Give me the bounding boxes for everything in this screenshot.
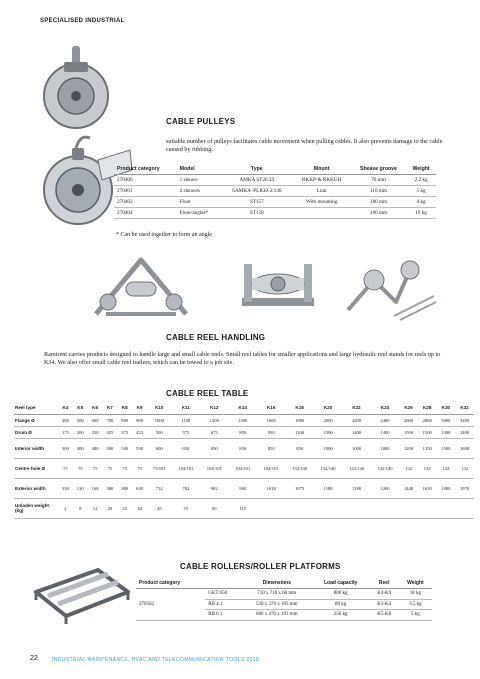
table-cell: 500 [102,438,117,458]
table-cell: 2800 [418,414,437,426]
table-cell [314,498,342,518]
column-header: K16 [257,402,285,414]
column-header: K28 [418,402,437,414]
table-cell: 1000 [147,414,172,426]
table-cell: 180 mm [351,208,406,219]
table-cell: 104/101 [257,458,285,478]
table-cell: 712 [147,478,172,498]
table-cell: 75/101 [147,458,172,478]
table-cell: 330 [58,478,73,498]
table-row [114,186,436,197]
table-cell: 325 [102,426,117,438]
column-header: K30 [437,402,456,414]
table-cell: 75 [117,458,132,478]
table-cell: 104/101 [229,458,257,478]
table-cell: 380 [102,478,117,498]
table-cell: 4 kg [406,197,436,208]
table-cell: 270400 [114,175,177,186]
table-cell: 1500 [437,438,456,458]
table-cell: 132/140 [314,458,342,478]
table-cell: K5-K8 [370,610,399,621]
row-header: Flange Ø [14,414,58,426]
table-cell [437,498,456,518]
table-cell: 1075 [285,478,313,498]
table-cell: 500 [147,426,172,438]
table-cell: 400 [88,438,103,458]
table-cell: 950 [257,426,285,438]
column-header: K12 [200,402,228,414]
column-header: Product category [136,578,205,589]
table-cell: 762 [172,478,200,498]
table-cell: 3,5 kg [399,599,432,610]
table-cell: K3-K4 [370,599,399,610]
table-cell: 3000 [437,414,456,426]
table-cell: 300 [58,438,73,458]
cable-pulleys-title: CABLE PULLEYS [166,117,236,126]
table-cell: 850 [200,438,228,458]
table-cell: 90 [200,498,228,518]
table-cell: 1188 [314,478,342,498]
table-cell: SAMKA /PLR30-2/130 [221,186,292,197]
table-cell: 270402 [114,197,177,208]
cable-reel-table [14,402,474,519]
table-cell: 270401 [114,186,177,197]
table-cell: 55 [172,498,200,518]
column-header: Weight [399,578,432,589]
table-cell: 1400 [371,426,399,438]
column-header [205,578,242,589]
table-cell: 850 [229,438,257,458]
table-cell: 1300 [437,426,456,438]
column-header: Reel type [14,402,58,414]
table-cell [455,498,474,518]
cable-reel-table-title: CABLE REEL TABLE [166,389,249,398]
table-cell: K4-K9 [370,589,399,600]
table-cell: 575 [172,426,200,438]
table-cell: 800 [117,414,132,426]
table-cell: ST157 [221,197,292,208]
table-cell: 130 [73,478,88,498]
table-cell: 18 kg [399,589,432,600]
table-cell: 1600 [455,438,474,458]
column-header: K18 [285,402,313,414]
column-header: Reel [370,578,399,589]
table-cell: 800 [229,426,257,438]
table-cell: 270404 [114,208,177,219]
table-cell [257,498,285,518]
table-cell: 1448 [399,478,418,498]
table-cell: 45 [147,498,172,518]
table-cell: 1000 [342,438,370,458]
table-cell: 1200 [371,478,399,498]
column-header: Sheave groove [351,164,406,175]
table-row [14,498,474,518]
table-cell: 630 [132,478,147,498]
table-cell: 400 [58,414,73,426]
table-cell: 1000 [371,438,399,458]
table-header-row [136,578,432,589]
table-cell: 250 kg [312,610,370,621]
table-cell: 250 [88,426,103,438]
table-cell: 132 [437,458,456,478]
floor-pulley-photo [86,252,196,324]
section-header-label: SPECIALISED INDUSTRIAL [40,18,125,24]
pulleys-footnote: * Can be used together to form an angle [116,232,212,238]
table-cell: 115 [229,498,257,518]
table-cell: 2400 [371,414,399,426]
table-cell [285,498,313,518]
table-cell: 76 mm [351,175,406,186]
column-header: Mount [292,164,350,175]
table-cell: 132/140 [342,458,370,478]
table-cell-category: 270502 [136,589,205,621]
cable-reel-handling-description: Ramirent carries products designed to handle large and small cable reels. Small reel tables for smaller applications and large hydraulic reel stands for reels up to K34. We also offer small cable reel trailers, which can be towed to a job site. [44,351,441,366]
table-cell: 200 [73,426,88,438]
table-cell: AMKA ST26.33 [221,175,292,186]
table-cell: 1018 [257,478,285,498]
table-cell: 530 x 370 x 103 mm [242,599,312,610]
table-cell: 132/140 [285,458,313,478]
table-cell: 75 [58,458,73,478]
column-header: K20 [314,402,342,414]
table-cell: 80 kg [312,599,370,610]
table-cell: 380 [117,478,132,498]
table-cell: 982 [200,478,228,498]
footer-text: INDUSTRIAL MAINTENANCE, HVAC AND TELECOMMUNICATION TOOLS 2018 [52,657,260,663]
table-cell: 104/101 [172,458,200,478]
table-row [14,438,474,458]
table-cell: 5 kg [406,186,436,197]
column-header: K22 [342,402,370,414]
table-cell [418,498,437,518]
table-cell: 2600 [399,414,418,426]
cable-pulleys-table [114,164,436,219]
column-header: K8 [117,402,132,414]
table-cell: 1800 [285,414,313,426]
table-row [14,458,474,478]
column-header: K7 [102,402,117,414]
column-header: K11 [172,402,200,414]
column-header: K26 [399,402,418,414]
table-cell: 168 [88,478,103,498]
table-cell: 1350 [418,438,437,458]
table-cell: 2400 [455,426,474,438]
table-cell: 75 [88,458,103,478]
table-cell: 1188 [342,478,370,498]
table-cell: 850 [257,438,285,458]
table-cell: 2200 [342,414,370,426]
table-cell: 425 [132,426,147,438]
table-cell: 1100 [172,414,200,426]
table-cell: 5 kg [399,610,432,621]
table-cell: RB 4.1 [205,599,242,610]
table-cell: 600 [88,414,103,426]
table-cell: 500 [73,414,88,426]
table-cell: 132 [455,458,474,478]
column-header: K5 [73,402,88,414]
table-row [114,197,436,208]
table-cell: 500 [117,438,132,458]
table-cell [371,498,399,518]
table-cell: 400 [73,438,88,458]
column-header: Model [177,164,221,175]
table-cell: 10 kg [406,208,436,219]
table-cell: 1500 [399,426,418,438]
table-cell: 180 mm [351,197,406,208]
column-header: Load capacity [312,578,370,589]
table-cell: 700 [102,414,117,426]
table-cell: 1200 [399,438,418,458]
table-cell: 2 sheaves [177,186,221,197]
table-cell: ST158 [221,208,292,219]
column-header: K14 [229,402,257,414]
table-cell [399,498,418,518]
table-cell: 982 [229,478,257,498]
table-cell: GKT 650 [205,589,242,600]
table-cell: 1000 [314,438,342,458]
column-header: K10 [147,402,172,414]
table-cell: 25 [117,498,132,518]
column-header: Weight [406,164,436,175]
table-cell: 110 mm [351,186,406,197]
table-cell: 1800 [437,478,456,498]
cable-pulleys-description: suitable number of pulleys facilitates cable movement when pulling cables. It also prevents damage to the cable caused by rubbing. [166,138,443,153]
table-cell: With mounting [292,197,350,208]
table-cell: 800 kg [312,589,370,600]
table-cell: 1300 [314,426,342,438]
roller-stand-photo [228,254,328,324]
column-header: K4 [58,402,73,414]
column-header: Dimensions [242,578,312,589]
cable-pulley-photo [28,40,148,260]
table-cell: 2,2 kg [406,175,436,186]
table-cell: 1 sheave [177,175,221,186]
table-header-row [114,164,436,175]
table-cell: 12 [88,498,103,518]
table-cell: 3200 [455,414,474,426]
row-header: Interior width [14,438,58,458]
table-cell: 900 [132,414,147,426]
table-cell: Link [292,186,350,197]
table-cell: 650 [172,438,200,458]
table-cell [342,498,370,518]
table-cell: 375 [117,426,132,438]
table-cell: 2 [58,498,73,518]
table-cell: RB 6.1 [205,610,242,621]
table-row [14,426,474,438]
table-cell: 675 [200,426,228,438]
angle-pulley-photo [338,250,438,326]
table-cell: 132 [399,458,418,478]
table-cell: RKKP-& RKKUH [292,175,350,186]
column-header: Product category [114,164,177,175]
table-cell: 75 [73,458,88,478]
table-cell [292,208,350,219]
table-header-row [14,402,474,414]
table-row [14,414,474,426]
table-cell: 600 [147,438,172,458]
cable-reel-handling-title: CABLE REEL HANDLING [166,333,266,342]
column-header: Type [221,164,292,175]
table-cell: 1650 [418,478,437,498]
column-header: K32 [455,402,474,414]
table-cell: 34 [132,498,147,518]
column-header: K6 [88,402,103,414]
table-cell: 850 [285,438,313,458]
column-header: K9 [132,402,147,414]
page-number: 22 [30,655,38,662]
table-cell: 530 [132,438,147,458]
table-cell: 132/140 [371,458,399,478]
table-cell: Floor [177,197,221,208]
column-header: K24 [371,402,399,414]
table-cell: 1100 [285,426,313,438]
row-header: Unladen weight (kg) [14,498,58,518]
table-cell: 104/101 [200,458,228,478]
table-row [114,175,436,186]
table-cell: 1500 [418,426,437,438]
table-cell: 75 [102,458,117,478]
table-cell: 680 x 470 x 103 mm [242,610,312,621]
row-header: Centre hole Ø [14,458,58,478]
table-row [14,478,474,498]
roller-platform-photo [28,562,134,628]
cable-rollers-table [136,578,432,621]
table-cell: 1400 [229,414,257,426]
table-cell: 2000 [314,414,342,426]
cable-rollers-title: CABLE ROLLERS/ROLLER PLATFORMS [180,562,341,571]
table-cell: 132 [418,458,437,478]
table-row [114,208,436,219]
table-cell: 8 [73,498,88,518]
row-header: Exterior width [14,478,58,498]
table-cell: 710 x 710 x 60 mm [242,589,312,600]
row-header: Drum Ø [14,426,58,438]
table-cell: 75 [132,458,147,478]
table-row [136,589,432,600]
table-cell: 1600 [257,414,285,426]
table-cell: 20 [102,498,117,518]
table-cell: 1970 [455,478,474,498]
table-cell: 1400 [342,426,370,438]
table-cell: Floor/angles* [177,208,221,219]
table-cell: 1200 [200,414,228,426]
table-cell: 175 [58,426,73,438]
